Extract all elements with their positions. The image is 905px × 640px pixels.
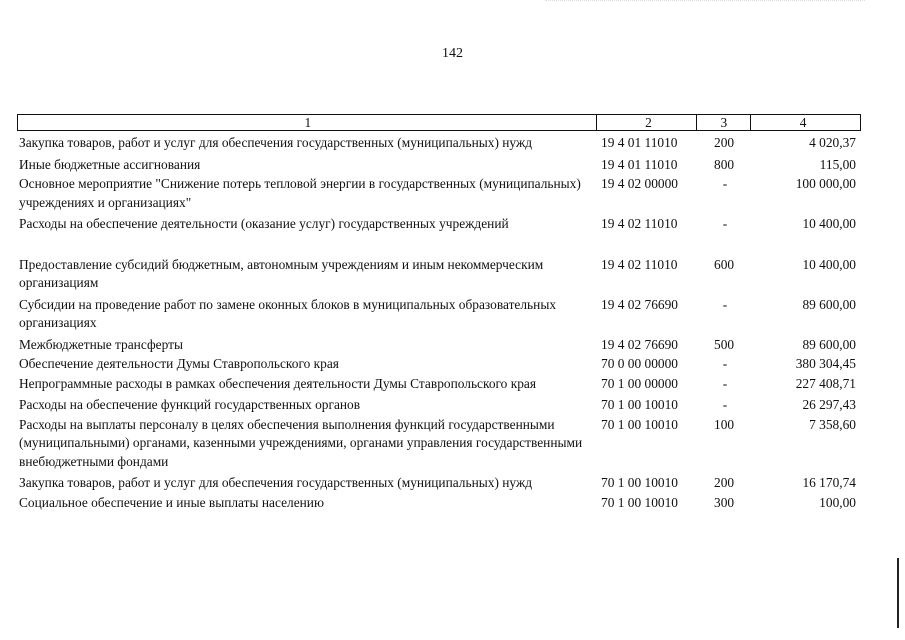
row-name: Основное мероприятие "Снижение потерь тепловой энергии в государственных (муниципальных) учреждениях и организациях" (19, 176, 581, 210)
header-col-2: 2 (597, 115, 698, 130)
header-col-3: 3 (697, 115, 751, 130)
row-name: Расходы на обеспечение деятельности (оказание услуг) государственных учреждений (19, 216, 509, 231)
scan-edge-mark (897, 558, 899, 628)
row-name: Обеспечение деятельности Думы Ставропольского края (19, 356, 339, 371)
row-type: - (722, 216, 728, 231)
table-row (17, 215, 861, 234)
row-amount: 10 400,00 (802, 256, 856, 272)
row-type: 100 (714, 416, 735, 432)
table-row (17, 336, 861, 355)
row-type: - (722, 296, 728, 312)
row-amount: 16 170,74 (802, 475, 856, 490)
row-name: Непрограммные расходы в рамках обеспечения деятельности Думы Ставропольского края (19, 375, 537, 391)
row-type: 500 (714, 336, 735, 352)
row-code: 70 1 00 00000 (601, 375, 678, 391)
row-type: - (722, 356, 728, 371)
row-amount: 115,00 (819, 156, 856, 172)
row-amount: 89 600,00 (802, 336, 856, 352)
row-name: Закупка товаров, работ и услуг для обеспечения государственных (муниципальных) нужд (19, 135, 533, 150)
table-row (17, 296, 861, 333)
row-type: 600 (714, 256, 735, 272)
row-code: 19 4 02 76690 (601, 296, 678, 312)
row-type: 800 (714, 156, 735, 172)
row-code: 70 1 00 10010 (601, 475, 678, 490)
table-row (17, 416, 861, 472)
header-col-1: 1 (18, 115, 597, 130)
table-row (17, 156, 861, 175)
table-row (17, 355, 861, 374)
row-type: 200 (714, 135, 735, 150)
row-code: 70 0 00 00000 (601, 356, 678, 371)
table-row (17, 134, 861, 153)
header-col-4: 4 (799, 115, 807, 130)
table-row (17, 256, 861, 293)
row-code: 70 1 00 10010 (601, 397, 678, 412)
row-code: 19 4 01 11010 (601, 135, 678, 150)
table-header-row (17, 114, 861, 131)
row-code: 70 1 00 10010 (601, 416, 678, 432)
table-row (17, 396, 861, 415)
row-amount: 10 400,00 (802, 216, 856, 231)
table-row (17, 474, 861, 493)
row-amount: 4 020,37 (809, 135, 856, 150)
row-name: Закупка товаров, работ и услуг для обеспечения государственных (муниципальных) нужд (19, 475, 533, 490)
row-type: - (722, 176, 728, 191)
row-amount: 100 000,00 (795, 176, 856, 191)
table-row (17, 175, 861, 212)
row-amount: 89 600,00 (802, 296, 856, 312)
row-name: Социальное обеспечение и иные выплаты населению (19, 494, 324, 510)
row-name: Субсидии на проведение работ по замене оконных блоков в муниципальных образовательных организациях (19, 296, 557, 330)
row-name: Предоставление субсидий бюджетным, автономным учреждениям и иным некоммерческим организациям (19, 256, 544, 290)
row-type: 200 (714, 475, 735, 490)
row-type: - (722, 375, 728, 391)
row-type: 300 (714, 494, 735, 510)
budget-table (17, 114, 861, 512)
row-name: Иные бюджетные ассигнования (19, 156, 201, 172)
row-name: Расходы на обеспечение функций государственных органов (19, 397, 361, 412)
row-code: 19 4 02 11010 (601, 256, 678, 272)
row-amount: 26 297,43 (802, 397, 856, 412)
row-code: 19 4 02 11010 (601, 216, 678, 231)
page-number: 142 (442, 46, 463, 61)
scan-artifact-top (545, 0, 865, 7)
row-name: Расходы на выплаты персоналу в целях обеспечения выполнения функций государственными (муниципальными) органами, казенными учреждениями, органами управления государственными внебюджетными фондами (19, 416, 583, 469)
row-name: Межбюджетные трансферты (19, 336, 183, 352)
row-type: - (722, 397, 728, 412)
table-row (17, 494, 861, 513)
row-amount: 100,00 (819, 494, 856, 510)
row-code: 19 4 01 11010 (601, 156, 678, 172)
row-code: 19 4 02 00000 (601, 176, 678, 191)
row-code: 19 4 02 76690 (601, 336, 678, 352)
row-amount: 227 408,71 (795, 375, 856, 391)
table-row (17, 375, 861, 394)
row-amount: 380 304,45 (795, 356, 856, 371)
row-code: 70 1 00 10010 (601, 494, 678, 510)
row-amount: 7 358,60 (809, 416, 856, 432)
